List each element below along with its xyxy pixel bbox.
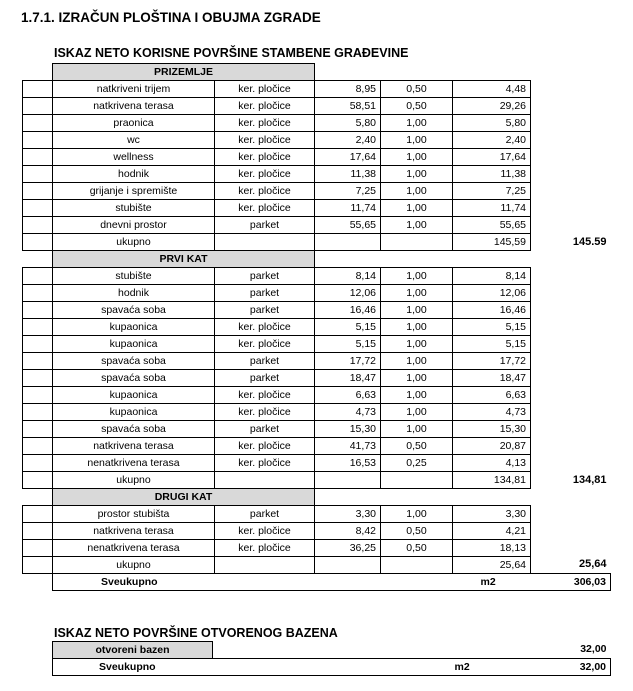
coefficient: 0,25 (381, 455, 453, 472)
floor-header-row (23, 251, 611, 268)
floor-finish: parket (215, 285, 315, 302)
floor-finish: parket (215, 353, 315, 370)
table-row (23, 132, 611, 149)
floor-finish: parket (215, 268, 315, 285)
table-row (23, 540, 611, 557)
floor-finish: ker. pločice (215, 98, 315, 115)
table-row (23, 285, 611, 302)
room-name: grijanje i spremište (53, 183, 215, 200)
table-row (23, 302, 611, 319)
page-heading: 1.7.1. IZRAČUN PLOŠTINA I OBUJMA ZGRADE (21, 10, 321, 25)
floor-name: DRUGI KAT (53, 489, 315, 506)
spacer-cell (453, 489, 531, 506)
section-title-living-area: ISKAZ NETO KORISNE POVRŠINE STAMBENE GRAĐEVINE (54, 46, 409, 60)
coefficient: 0,50 (381, 540, 453, 557)
gross-area: 41,73 (315, 438, 381, 455)
net-area: 5,15 (453, 336, 531, 353)
spacer-cell (531, 285, 611, 302)
empty-cell (381, 472, 453, 489)
floor-finish: ker. pločice (215, 404, 315, 421)
pool-value: 32,00 (580, 643, 607, 656)
floor-header-row (23, 64, 611, 81)
floor-finish: parket (215, 506, 315, 523)
floor-finish: ker. pločice (215, 132, 315, 149)
net-area: 6,63 (453, 387, 531, 404)
table-row (23, 387, 611, 404)
coefficient: 1,00 (381, 506, 453, 523)
spacer-cell (23, 574, 53, 591)
subtotal-label: ukupno (53, 472, 215, 489)
table-row (23, 370, 611, 387)
floor-finish: ker. pločice (215, 438, 315, 455)
section-title-pool: ISKAZ NETO POVRŠINE OTVORENOG BAZENA (54, 626, 338, 640)
room-name: natkrivena terasa (53, 438, 215, 455)
row-index-cell (23, 166, 53, 183)
spacer-cell (531, 404, 611, 421)
floor-finish: ker. pločice (215, 81, 315, 98)
coefficient: 1,00 (381, 166, 453, 183)
gross-area: 5,15 (315, 336, 381, 353)
table-row (23, 438, 611, 455)
table-row (23, 336, 611, 353)
row-index-cell (23, 132, 53, 149)
floor-name: PRVI KAT (53, 251, 315, 268)
table-row (23, 115, 611, 132)
pool-grand-unit: m2 (451, 659, 531, 676)
room-name: natkrivena terasa (53, 523, 215, 540)
floor-finish: parket (215, 217, 315, 234)
coefficient: 0,50 (381, 523, 453, 540)
row-index-cell (23, 81, 53, 98)
spacer-cell (531, 268, 611, 285)
empty-cell (215, 557, 315, 574)
row-index-cell (23, 319, 53, 336)
table-row (23, 523, 611, 540)
room-name: stubište (53, 268, 215, 285)
spacer-cell (531, 523, 611, 540)
row-index-cell (23, 540, 53, 557)
grand-total-label: Sveukupno (53, 574, 453, 591)
row-index-cell (23, 523, 53, 540)
gross-area: 3,30 (315, 506, 381, 523)
room-name: spavaća soba (53, 421, 215, 438)
coefficient: 1,00 (381, 183, 453, 200)
net-area: 20,87 (453, 438, 531, 455)
floor-finish: ker. pločice (215, 149, 315, 166)
room-name: spavaća soba (53, 353, 215, 370)
room-name: kupaonica (53, 404, 215, 421)
floor-finish: ker. pločice (215, 183, 315, 200)
room-name: natkriveni trijem (53, 81, 215, 98)
gross-area: 8,42 (315, 523, 381, 540)
row-index-cell (23, 455, 53, 472)
spacer-cell (453, 64, 531, 81)
floor-finish: ker. pločice (215, 200, 315, 217)
spacer-cell (531, 421, 611, 438)
gross-area: 15,30 (315, 421, 381, 438)
spacer-cell (381, 251, 453, 268)
gross-area: 5,80 (315, 115, 381, 132)
subtotal-label: ukupno (53, 234, 215, 251)
spacer-cell (531, 132, 611, 149)
gross-area: 17,72 (315, 353, 381, 370)
row-index-cell (23, 353, 53, 370)
gross-area: 6,63 (315, 387, 381, 404)
coefficient: 0,50 (381, 98, 453, 115)
floor-finish: parket (215, 370, 315, 387)
gross-area: 12,06 (315, 285, 381, 302)
grand-total-value: 306,03 (531, 574, 611, 591)
gross-area: 11,74 (315, 200, 381, 217)
table-row (23, 81, 611, 98)
table-row (23, 98, 611, 115)
floor-finish: ker. pločice (215, 523, 315, 540)
spacer-cell (531, 200, 611, 217)
spacer-cell (381, 64, 453, 81)
empty-cell (215, 234, 315, 251)
row-index-cell (23, 472, 53, 489)
net-area: 4,13 (453, 455, 531, 472)
net-area: 3,30 (453, 506, 531, 523)
coefficient: 1,00 (381, 319, 453, 336)
gross-area: 58,51 (315, 98, 381, 115)
subtotal-value: 134,81 (453, 472, 531, 489)
room-name: hodnik (53, 166, 215, 183)
pool-label: otvoreni bazen (53, 642, 213, 659)
spacer-cell (453, 251, 531, 268)
net-area: 18,47 (453, 370, 531, 387)
gross-area: 11,38 (315, 166, 381, 183)
room-name: kupaonica (53, 336, 215, 353)
floor-finish: ker. pločice (215, 387, 315, 404)
net-area: 29,26 (453, 98, 531, 115)
row-index-cell (23, 183, 53, 200)
spacer-cell (531, 336, 611, 353)
coefficient: 1,00 (381, 149, 453, 166)
room-name: praonica (53, 115, 215, 132)
coefficient: 1,00 (381, 200, 453, 217)
spacer-cell (531, 217, 611, 234)
gross-area: 55,65 (315, 217, 381, 234)
gross-area: 16,46 (315, 302, 381, 319)
table-row (23, 183, 611, 200)
net-area: 4,21 (453, 523, 531, 540)
row-index-cell (23, 506, 53, 523)
floor-finish: ker. pločice (215, 115, 315, 132)
subtotal-value: 145,59 (453, 234, 531, 251)
gross-area: 36,25 (315, 540, 381, 557)
row-index-cell (23, 98, 53, 115)
row-index-cell (23, 336, 53, 353)
spacer-cell (531, 149, 611, 166)
spacer-cell (381, 489, 453, 506)
table-row (23, 166, 611, 183)
floor-header-row (23, 489, 611, 506)
pool-grand-value: 32,00 (531, 659, 611, 676)
room-name: spavaća soba (53, 302, 215, 319)
coefficient: 1,00 (381, 404, 453, 421)
coefficient: 0,50 (381, 438, 453, 455)
coefficient: 0,50 (381, 81, 453, 98)
floor-total: 134,81 (572, 473, 607, 486)
spacer-cell (531, 387, 611, 404)
coefficient: 1,00 (381, 336, 453, 353)
floor-finish: parket (215, 302, 315, 319)
empty-cell (381, 557, 453, 574)
floor-finish: parket (215, 421, 315, 438)
spacer-cell (315, 64, 381, 81)
gross-area: 16,53 (315, 455, 381, 472)
spacer-cell (531, 455, 611, 472)
subtotal-label: ukupno (53, 557, 215, 574)
table-row (23, 506, 611, 523)
row-index-cell (23, 404, 53, 421)
table-row (23, 149, 611, 166)
area-table (22, 63, 611, 591)
table-row (23, 421, 611, 438)
net-area: 5,15 (453, 319, 531, 336)
room-name: dnevni prostor (53, 217, 215, 234)
row-index-cell (23, 149, 53, 166)
empty-cell (315, 557, 381, 574)
floor-total: 145.59 (572, 235, 607, 248)
coefficient: 1,00 (381, 268, 453, 285)
table-row (23, 268, 611, 285)
coefficient: 1,00 (381, 421, 453, 438)
gross-area: 8,95 (315, 81, 381, 98)
net-area: 2,40 (453, 132, 531, 149)
gross-area: 8,14 (315, 268, 381, 285)
row-index-cell (23, 285, 53, 302)
spacer-cell (23, 489, 53, 506)
net-area: 11,38 (453, 166, 531, 183)
row-index-cell (23, 115, 53, 132)
spacer-cell (531, 183, 611, 200)
floor-finish: ker. pločice (215, 166, 315, 183)
row-index-cell (23, 438, 53, 455)
pool-grand-label: Sveukupno (53, 659, 213, 676)
net-area: 17,72 (453, 353, 531, 370)
spacer-cell (531, 166, 611, 183)
subtotal-row (23, 234, 611, 251)
coefficient: 1,00 (381, 353, 453, 370)
net-area: 8,14 (453, 268, 531, 285)
room-name: hodnik (53, 285, 215, 302)
subtotal-row (23, 557, 611, 574)
empty-cell (315, 234, 381, 251)
gross-area: 2,40 (315, 132, 381, 149)
room-name: prostor stubišta (53, 506, 215, 523)
spacer-cell (531, 370, 611, 387)
coefficient: 1,00 (381, 115, 453, 132)
row-index-cell (23, 234, 53, 251)
room-name: wc (53, 132, 215, 149)
row-index-cell (23, 302, 53, 319)
spacer-cell (315, 489, 381, 506)
gross-area: 5,15 (315, 319, 381, 336)
row-index-cell (23, 370, 53, 387)
net-area: 5,80 (453, 115, 531, 132)
spacer-cell (531, 506, 611, 523)
table-row (23, 455, 611, 472)
row-index-cell (23, 268, 53, 285)
gross-area: 17,64 (315, 149, 381, 166)
row-index-cell (23, 200, 53, 217)
net-area: 15,30 (453, 421, 531, 438)
floor-name: PRIZEMLJE (53, 64, 315, 81)
spacer-cell (531, 115, 611, 132)
coefficient: 1,00 (381, 217, 453, 234)
spacer-cell (531, 81, 611, 98)
subtotal-value: 25,64 (453, 557, 531, 574)
floor-total: 25,64 (578, 558, 607, 571)
coefficient: 1,00 (381, 285, 453, 302)
spacer-cell (531, 251, 611, 268)
table-row (23, 200, 611, 217)
empty-cell (315, 472, 381, 489)
net-area: 18,13 (453, 540, 531, 557)
grand-total-unit: m2 (453, 574, 531, 591)
floor-finish: ker. pločice (215, 336, 315, 353)
pool-table (52, 641, 611, 676)
net-area: 4,48 (453, 81, 531, 98)
net-area: 7,25 (453, 183, 531, 200)
net-area: 55,65 (453, 217, 531, 234)
room-name: kupaonica (53, 387, 215, 404)
spacer-cell (531, 319, 611, 336)
room-name: wellness (53, 149, 215, 166)
grand-total-row (23, 574, 611, 591)
gross-area: 4,73 (315, 404, 381, 421)
row-index-cell (23, 557, 53, 574)
room-name: nenatkrivena terasa (53, 455, 215, 472)
net-area: 12,06 (453, 285, 531, 302)
spacer-cell (531, 98, 611, 115)
spacer-cell (531, 64, 611, 81)
table-row (23, 353, 611, 370)
coefficient: 1,00 (381, 370, 453, 387)
empty-cell (381, 234, 453, 251)
row-index-cell (23, 421, 53, 438)
net-area: 11,74 (453, 200, 531, 217)
room-name: nenatkrivena terasa (53, 540, 215, 557)
gross-area: 7,25 (315, 183, 381, 200)
floor-finish: ker. pločice (215, 540, 315, 557)
coefficient: 1,00 (381, 302, 453, 319)
spacer-cell (531, 353, 611, 370)
gross-area: 18,47 (315, 370, 381, 387)
floor-finish: ker. pločice (215, 319, 315, 336)
spacer-cell (531, 302, 611, 319)
spacer-cell (23, 64, 53, 81)
table-row (23, 319, 611, 336)
room-name: spavaća soba (53, 370, 215, 387)
spacer-cell (531, 489, 611, 506)
coefficient: 1,00 (381, 132, 453, 149)
empty-cell (215, 472, 315, 489)
spacer-cell (531, 438, 611, 455)
subtotal-row (23, 472, 611, 489)
net-area: 4,73 (453, 404, 531, 421)
coefficient: 1,00 (381, 387, 453, 404)
row-index-cell (23, 217, 53, 234)
room-name: kupaonica (53, 319, 215, 336)
row-index-cell (23, 387, 53, 404)
spacer-cell (315, 251, 381, 268)
room-name: natkrivena terasa (53, 98, 215, 115)
net-area: 17,64 (453, 149, 531, 166)
spacer-cell (23, 251, 53, 268)
table-row (23, 217, 611, 234)
spacer-cell (531, 540, 611, 557)
net-area: 16,46 (453, 302, 531, 319)
floor-finish: ker. pločice (215, 455, 315, 472)
table-row (23, 404, 611, 421)
room-name: stubište (53, 200, 215, 217)
